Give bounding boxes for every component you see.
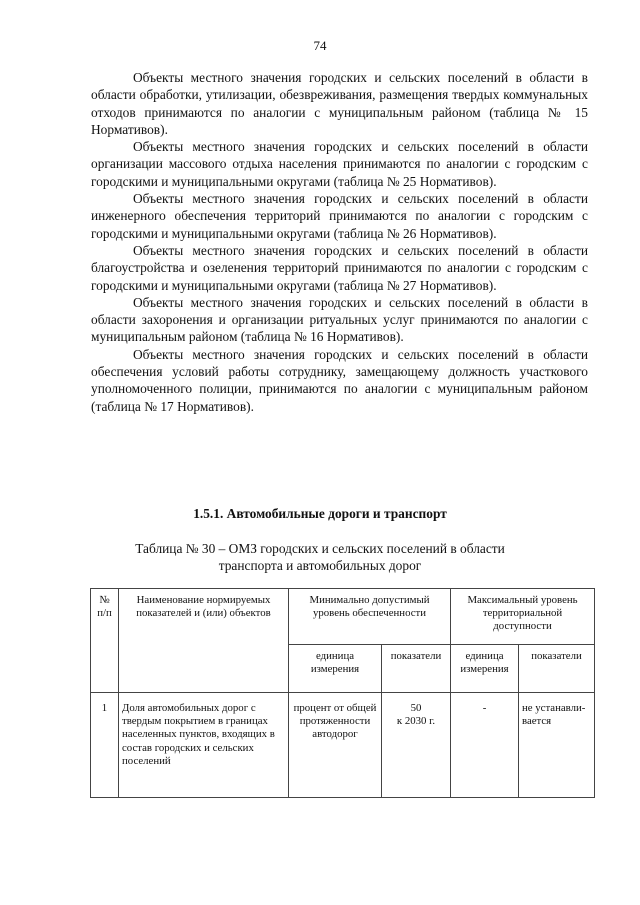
table-header-row xyxy=(91,589,595,645)
cell-max-unit: - xyxy=(451,693,519,798)
cell-name: Доля автомобильных дорог с твердым покрытием в границах населенных пунктов, входящих в состав городских и сельских поселений xyxy=(119,693,289,798)
header-num: № п/п xyxy=(91,589,119,693)
body-text xyxy=(91,69,588,415)
table-caption xyxy=(0,540,640,574)
paragraph: Объекты местного значения городских и сельских поселений в области организации массового отдыха населения принимаются по аналогии с городским с городскими и муниципальными округами (таблица № 25 Нормативов). xyxy=(91,139,588,189)
header-min-unit: единица измерения xyxy=(289,645,382,693)
page-number: 74 xyxy=(313,38,327,53)
cell-min-unit: процент от общей протяженности автодорог xyxy=(289,693,382,798)
header-min-value: показатели xyxy=(382,645,451,693)
section-heading: 1.5.1. Автомобильные дороги и транспорт xyxy=(193,506,447,521)
cell-num: 1 xyxy=(91,693,119,798)
paragraph: Объекты местного значения городских и сельских поселений в области обеспечения условий работы сотруднику, замещающему должность участкового уполномоченного полиции, принимаются по аналогии с муниципальным районом (таблица № 17 Нормативов). xyxy=(91,346,588,414)
cell-min-value-year: к 2030 г. xyxy=(396,715,436,728)
header-max-value: показатели xyxy=(519,645,595,693)
cell-min-value xyxy=(382,693,451,798)
table-row xyxy=(91,693,595,798)
paragraph: Объекты местного значения городских и сельских поселений в области благоустройства и озеленения территорий принимаются по аналогии с городским с городскими и муниципальными округами (таблица № 27 Нормативов). xyxy=(91,242,588,293)
paragraph: Объекты местного значения городских и сельских поселений в области в области обработки, утилизации, обезвреживания, размещения твердых коммунальных отходов принимаются по аналогии с муниципальным районом (таблица № 15 Нормативов). xyxy=(91,70,588,137)
cell-max-value: не устанавли-вается xyxy=(519,693,595,798)
cell-min-value-number: 50 xyxy=(410,702,422,714)
header-name: Наименование нормируемых показателей и (или) объектов xyxy=(119,589,289,693)
table-caption-line: транспорта и автомобильных дорог xyxy=(218,558,422,573)
table-caption-line: Таблица № 30 – ОМЗ городских и сельских поселений в области xyxy=(135,541,505,556)
paragraph: Объекты местного значения городских и сельских поселений в области в области захоронения и организации ритуальных услуг принимаются по аналогии с муниципальным районом (таблица № 16 Нормативов). xyxy=(91,294,588,345)
standards-table xyxy=(90,588,595,798)
header-min-level: Минимально допустимый уровень обеспеченности xyxy=(289,589,451,645)
header-max-unit: единица измерения xyxy=(451,645,519,693)
header-max-level: Максимальный уровень территориальной доступности xyxy=(451,589,595,645)
paragraph: Объекты местного значения городских и сельских поселений в области инженерного обеспечения территорий принимаются по аналогии с городским с городскими и муниципальными округами (таблица № 26 Нормативов). xyxy=(91,191,588,241)
